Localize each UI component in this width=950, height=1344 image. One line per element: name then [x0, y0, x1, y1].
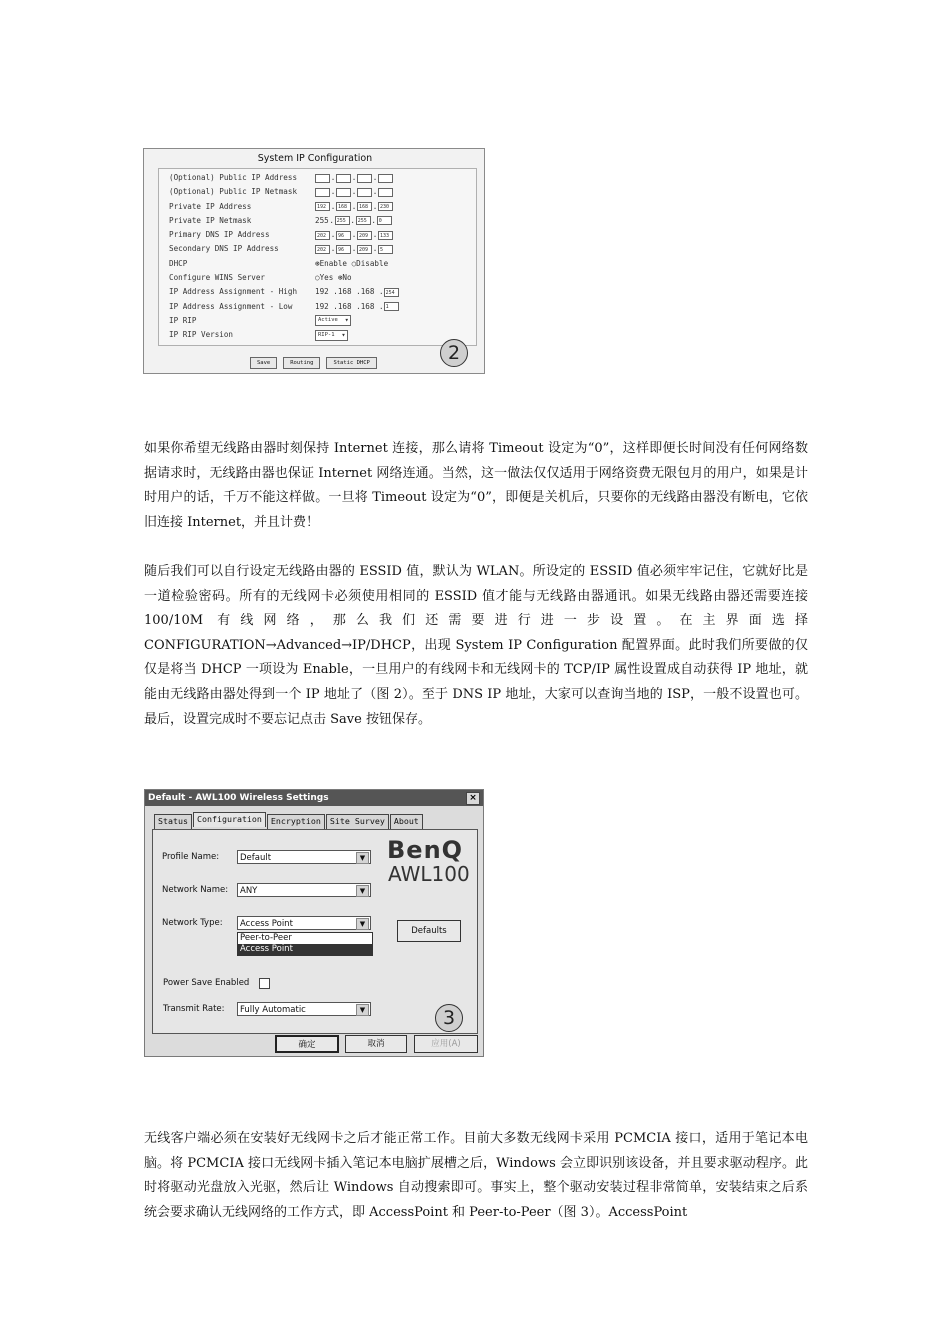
- ip-config-row: [169, 285, 469, 299]
- ip-separator: .: [372, 173, 378, 182]
- field-label: Private IP Address: [169, 201, 252, 211]
- ip-config-row: [169, 314, 469, 328]
- field-label: IP Address Assignment - Low: [169, 301, 293, 311]
- field-value: [315, 242, 393, 256]
- ip-octet-input[interactable]: 192: [315, 202, 330, 211]
- close-icon[interactable]: ×: [466, 792, 480, 805]
- ip-octet-input[interactable]: [336, 188, 351, 197]
- field-value: [315, 271, 352, 285]
- ip-separator: .: [330, 187, 336, 197]
- ip-octet-input[interactable]: [315, 174, 330, 183]
- ip-separator: .: [351, 187, 357, 197]
- option-access-point[interactable]: Access Point: [238, 944, 372, 955]
- chevron-down-icon: ▼: [356, 1004, 369, 1016]
- ip-octet-input[interactable]: 0: [377, 216, 392, 225]
- field-value: [315, 285, 399, 299]
- network-type-dropdown: [237, 932, 373, 956]
- tab-strip: [154, 814, 424, 829]
- ip-separator: .: [330, 173, 336, 182]
- transmit-rate-label: Transmit Rate:: [163, 1004, 225, 1014]
- ip-separator: .: [330, 244, 336, 254]
- ip-separator: .: [371, 215, 376, 225]
- transmit-rate-select[interactable]: [237, 1002, 371, 1016]
- ip-octet-input[interactable]: 96: [336, 231, 351, 240]
- ip-config-row: [169, 171, 469, 185]
- save-button[interactable]: Save: [250, 357, 277, 369]
- figure-number-badge: 2: [440, 339, 468, 367]
- profile-name-label: Profile Name:: [162, 852, 220, 862]
- ip-separator: .: [330, 230, 336, 240]
- network-type-value: Access Point: [240, 919, 293, 929]
- ip-octet-input[interactable]: 1: [384, 302, 399, 311]
- ip-config-row: [169, 257, 469, 271]
- network-name-value: ANY: [240, 886, 258, 896]
- system-ip-configuration-figure: [143, 148, 485, 374]
- static-dhcp-button[interactable]: Static DHCP: [326, 357, 376, 369]
- ip-separator: .: [351, 244, 357, 254]
- profile-name-value: Default: [240, 853, 272, 863]
- window-title: Default - AWL100 Wireless Settings: [148, 793, 329, 803]
- ip-separator: .: [372, 201, 378, 211]
- tab-site-survey[interactable]: Site Survey: [326, 814, 389, 829]
- tab-configuration[interactable]: Configuration: [193, 812, 266, 827]
- ip-static-prefix: 192 .168 .168 .: [315, 287, 384, 297]
- field-label: Configure WINS Server: [169, 273, 266, 283]
- paragraph-essid-dhcp: 随后我们可以自行设定无线路由器的 ESSID 值，默认为 WLAN。所设定的 ESSID 值必须牢牢记住，它就好比是一道检验密码。所有的无线网卡必须使用相同的 ESSID 值才能与无线路由器通讯。如果无线路由器还需要连接 100/10M 有线网络，那么我们还需要进行进一步设置。在主界面选择 CONFIGURATION→Advanced→IP/DHCP，出现 System IP Configuration 配置界面。此时我们所要做的仅仅是将当 DHCP 一项设为 Enable，一旦用户的有线网卡和无线网卡的 TCP/IP 属性设置成自动获得 IP 地址，就能由无线路由器处得到一个 IP 地址了（图 2）。至于 DNS IP 地址，大家可以查询当地的 ISP，一般不设置也可。最后，设置完成时不要忘记点击 Save 按钮保存。: [144, 564, 808, 727]
- tab-about[interactable]: About: [390, 814, 423, 829]
- chevron-down-icon: ▼: [356, 885, 369, 897]
- chevron-down-icon: ▼: [356, 918, 369, 930]
- ip-config-row: [169, 300, 469, 314]
- field-value: [315, 185, 393, 199]
- network-type-label: Network Type:: [162, 918, 223, 928]
- cancel-button[interactable]: 取消: [345, 1035, 407, 1053]
- ip-octet-input[interactable]: [315, 188, 330, 197]
- ip-octet-input[interactable]: 96: [336, 245, 351, 254]
- field-label: Primary DNS IP Address: [169, 230, 270, 240]
- apply-button[interactable]: 应用(A): [414, 1035, 478, 1053]
- field-label: Secondary DNS IP Address: [169, 244, 279, 254]
- ip-octet-input[interactable]: 230: [378, 202, 393, 211]
- paragraph-wireless-client: 无线客户端必须在安装好无线网卡之后才能正常工作。目前大多数无线网卡采用 PCMCIA 接口，适用于笔记本电脑。将 PCMCIA 接口无线网卡插入笔记本电脑扩展槽之后，Windows 会立即识别该设备，并且要求驱动程序。此时将驱动光盘放入光驱，然后让 Windows 自动搜索即可。事实上，整个驱动安装过程非常简单，安装结束之后系统会要求确认无线网络的工作方式，即 AccessPoint 和 Peer-to-Peer（图 3）。AccessPoint: [144, 1131, 808, 1220]
- radio-options[interactable]: ⊛Enable ○Disable: [315, 258, 389, 268]
- rip-select[interactable]: RIP-1 ▾: [315, 330, 348, 341]
- figure-title: System IP Configuration: [257, 153, 373, 164]
- field-label: Private IP Netmask: [169, 215, 252, 225]
- routing-button[interactable]: Routing: [283, 357, 320, 369]
- wireless-settings-dialog: [144, 789, 484, 1057]
- field-value: [315, 214, 392, 228]
- field-label: DHCP: [169, 258, 188, 268]
- ip-config-fields: [169, 171, 469, 343]
- title-bar: [145, 790, 483, 806]
- ip-octet-input[interactable]: [336, 174, 351, 183]
- ip-octet-input[interactable]: [357, 174, 372, 183]
- field-value: [315, 171, 393, 185]
- ip-octet-input[interactable]: 202: [315, 231, 330, 240]
- transmit-rate-value: Fully Automatic: [240, 1005, 306, 1015]
- ip-separator: .: [351, 173, 357, 182]
- figure-number-badge: 3: [435, 1004, 463, 1032]
- field-value: [315, 228, 393, 242]
- ok-button[interactable]: 确定: [275, 1035, 339, 1053]
- ip-octet-input[interactable]: 168: [357, 202, 372, 211]
- ip-octet-input[interactable]: [378, 188, 393, 197]
- model-name: AWL100: [388, 862, 470, 886]
- ip-octet-input[interactable]: 255: [356, 216, 371, 225]
- ip-config-row: [169, 200, 469, 214]
- field-label: (Optional) Public IP Address: [169, 173, 298, 182]
- field-value: [315, 257, 388, 271]
- ip-octet-static: 255: [315, 215, 329, 225]
- option-peer-to-peer[interactable]: Peer-to-Peer: [240, 933, 292, 943]
- field-value: [315, 314, 351, 328]
- button-row: [250, 357, 377, 369]
- ip-separator: .: [351, 230, 357, 240]
- power-save-label: Power Save Enabled: [163, 978, 250, 988]
- field-label: IP Address Assignment - High: [169, 287, 298, 297]
- configuration-panel: [152, 829, 478, 1034]
- benq-logo: BenQ: [387, 836, 464, 864]
- ip-octet-input[interactable]: 254: [384, 288, 399, 297]
- ip-octet-input[interactable]: 133: [378, 231, 393, 240]
- field-value: [315, 200, 393, 214]
- ip-octet-input[interactable]: 255: [335, 216, 350, 225]
- radio-options[interactable]: ○Yes ⊛No: [315, 273, 352, 283]
- rip-select[interactable]: Active ▾: [315, 315, 351, 326]
- ip-octet-input[interactable]: [357, 188, 372, 197]
- power-save-checkbox[interactable]: [259, 978, 270, 989]
- ip-static-prefix: 192 .168 .168 .: [315, 301, 384, 311]
- field-value: [315, 328, 348, 342]
- ip-octet-input[interactable]: 5: [378, 245, 393, 254]
- ip-separator: .: [372, 230, 378, 240]
- field-label: (Optional) Public IP Netmask: [169, 187, 298, 197]
- ip-separator: .: [351, 201, 357, 211]
- defaults-button[interactable]: Defaults: [397, 920, 461, 942]
- ip-octet-input[interactable]: 202: [315, 245, 330, 254]
- ip-config-row: [169, 242, 469, 256]
- ip-config-row: [169, 185, 469, 199]
- network-name-select[interactable]: [237, 883, 371, 897]
- ip-octet-input[interactable]: 168: [336, 202, 351, 211]
- field-label: IP RIP Version: [169, 330, 234, 340]
- ip-config-row: [169, 228, 469, 242]
- ip-octet-input[interactable]: [378, 174, 393, 183]
- ip-separator: .: [329, 215, 334, 225]
- network-type-select[interactable]: [237, 916, 371, 930]
- tab-encryption[interactable]: Encryption: [267, 814, 325, 829]
- ip-separator: .: [330, 201, 336, 211]
- ip-config-row: [169, 214, 469, 228]
- ip-separator: .: [372, 244, 378, 254]
- ip-octet-input[interactable]: 209: [357, 245, 372, 254]
- paragraph-timeout: 如果你希望无线路由器时刻保持 Internet 连接，那么请将 Timeout 设定为“0”，这样即便长时间没有任何网络数据请求时，无线路由器也保证 Internet 网络连通。当然，这一做法仅仅适用于网络资费无限包月的用户，如果是计时用户的话，千万不能这样做。一旦将 Timeout 设定为“0”，即便是关机后，只要你的无线路由器没有断电，它依旧连接 Internet，并且计费！: [144, 441, 808, 530]
- profile-name-select[interactable]: [237, 850, 371, 864]
- tab-status[interactable]: Status: [154, 814, 192, 829]
- ip-separator: .: [372, 187, 378, 197]
- ip-config-row: [169, 328, 469, 342]
- ip-config-row: [169, 271, 469, 285]
- chevron-down-icon: ▼: [356, 852, 369, 864]
- ip-separator: .: [350, 215, 355, 225]
- network-name-label: Network Name:: [162, 885, 229, 895]
- field-value: [315, 300, 399, 314]
- field-label: IP RIP: [169, 315, 197, 325]
- ip-octet-input[interactable]: 209: [357, 231, 372, 240]
